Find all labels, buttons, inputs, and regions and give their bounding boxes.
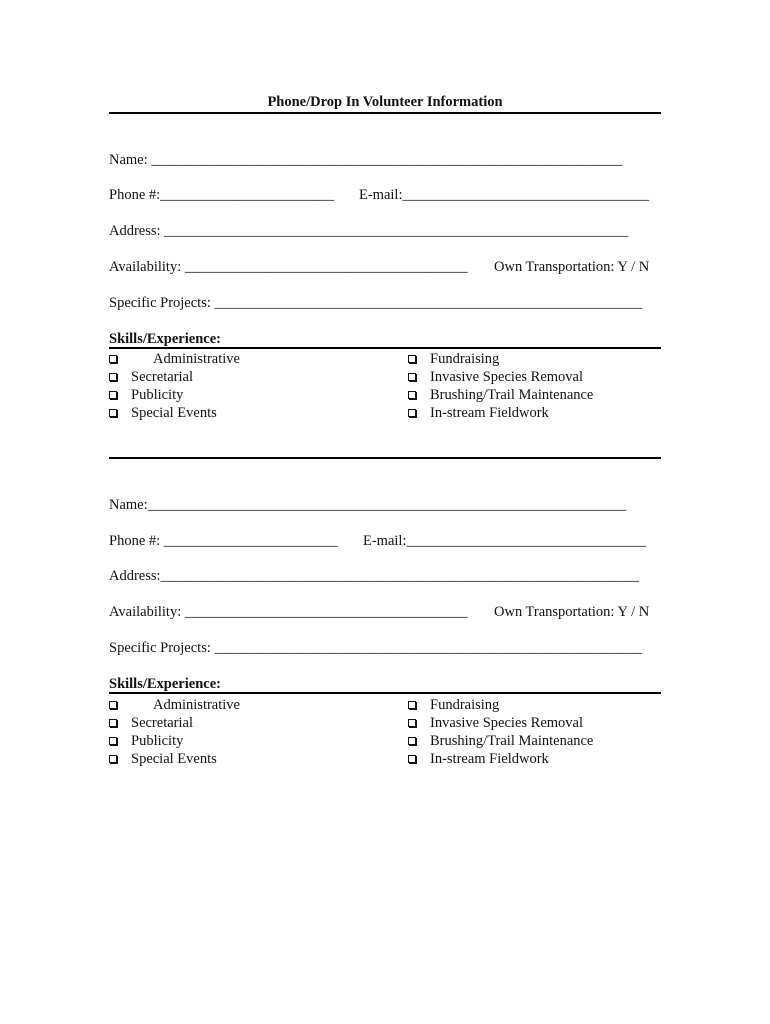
page-title: Phone/Drop In Volunteer Information [267, 94, 503, 110]
skill-option[interactable] [408, 386, 593, 404]
skill-option[interactable] [408, 696, 593, 714]
skill-label: In-stream Fieldwork [430, 405, 549, 421]
skill-option[interactable] [109, 714, 240, 732]
skills-list-left [109, 696, 240, 768]
address-field[interactable]: Address:__________________________________________________________________ [109, 568, 640, 584]
skill-option[interactable] [109, 350, 240, 368]
availability-field[interactable]: Availability: _______________________________________ [109, 259, 468, 275]
skill-label: Administrative [153, 697, 240, 713]
phone-field[interactable]: Phone #: ________________________ [109, 533, 338, 549]
checkbox-icon[interactable] [408, 755, 416, 763]
skill-option[interactable] [408, 368, 593, 386]
specific-projects-field[interactable]: Specific Projects: ___________________________________________________________ [109, 295, 643, 311]
name-field[interactable]: Name:__________________________________________________________________ [109, 497, 627, 513]
skills-heading: Skills/Experience: [109, 331, 221, 347]
skills-divider [109, 347, 661, 349]
skill-option[interactable] [408, 714, 593, 732]
skill-label: Fundraising [430, 351, 500, 367]
phone-field[interactable]: Phone #:________________________ [109, 187, 335, 203]
email-field[interactable]: E-mail:_________________________________ [363, 533, 646, 549]
skill-option[interactable] [109, 750, 240, 768]
email-field[interactable]: E-mail:__________________________________ [359, 187, 649, 203]
skill-label: Special Events [131, 751, 217, 767]
skill-label: Special Events [131, 405, 217, 421]
skill-label: Publicity [131, 387, 184, 403]
checkbox-icon[interactable] [109, 373, 117, 381]
skill-option[interactable] [109, 404, 240, 422]
address-field[interactable]: Address: ________________________________________________________________ [109, 223, 629, 239]
skills-heading: Skills/Experience: [109, 676, 221, 692]
skill-label: Invasive Species Removal [430, 369, 584, 385]
checkbox-icon[interactable] [408, 355, 416, 363]
checkbox-icon[interactable] [109, 701, 117, 709]
skill-option[interactable] [109, 368, 240, 386]
skill-option[interactable] [109, 386, 240, 404]
skill-label: Brushing/Trail Maintenance [430, 733, 594, 749]
checkbox-icon[interactable] [109, 755, 117, 763]
skill-label: In-stream Fieldwork [430, 751, 549, 767]
skill-option[interactable] [408, 350, 593, 368]
specific-projects-field[interactable]: Specific Projects: ___________________________________________________________ [109, 640, 643, 656]
availability-field[interactable]: Availability: _______________________________________ [109, 604, 468, 620]
skill-label: Administrative [153, 351, 240, 367]
checkbox-icon[interactable] [109, 719, 117, 727]
own-transportation-field[interactable]: Own Transportation: Y / N [494, 604, 650, 620]
checkbox-icon[interactable] [408, 737, 416, 745]
own-transportation-field[interactable]: Own Transportation: Y / N [494, 259, 650, 275]
skill-label: Secretarial [131, 369, 193, 385]
skill-label: Invasive Species Removal [430, 715, 584, 731]
skill-label: Secretarial [131, 715, 193, 731]
skill-label: Brushing/Trail Maintenance [430, 387, 594, 403]
checkbox-icon[interactable] [408, 391, 416, 399]
skill-option[interactable] [408, 750, 593, 768]
skill-option[interactable] [408, 732, 593, 750]
checkbox-icon[interactable] [408, 373, 416, 381]
skills-divider [109, 692, 661, 694]
checkbox-icon[interactable] [109, 391, 117, 399]
skill-label: Fundraising [430, 697, 500, 713]
checkbox-icon[interactable] [109, 355, 117, 363]
skills-list-left [109, 350, 240, 422]
checkbox-icon[interactable] [408, 719, 416, 727]
form-separator [109, 457, 661, 459]
skill-label: Publicity [131, 733, 184, 749]
title-divider [109, 112, 661, 114]
skills-list-right [408, 350, 593, 422]
checkbox-icon[interactable] [408, 701, 416, 709]
checkbox-icon[interactable] [408, 409, 416, 417]
skill-option[interactable] [408, 404, 593, 422]
skill-option[interactable] [109, 696, 240, 714]
skills-list-right [408, 696, 593, 768]
name-field[interactable]: Name: _________________________________________________________________ [109, 152, 623, 168]
checkbox-icon[interactable] [109, 409, 117, 417]
skill-option[interactable] [109, 732, 240, 750]
checkbox-icon[interactable] [109, 737, 117, 745]
